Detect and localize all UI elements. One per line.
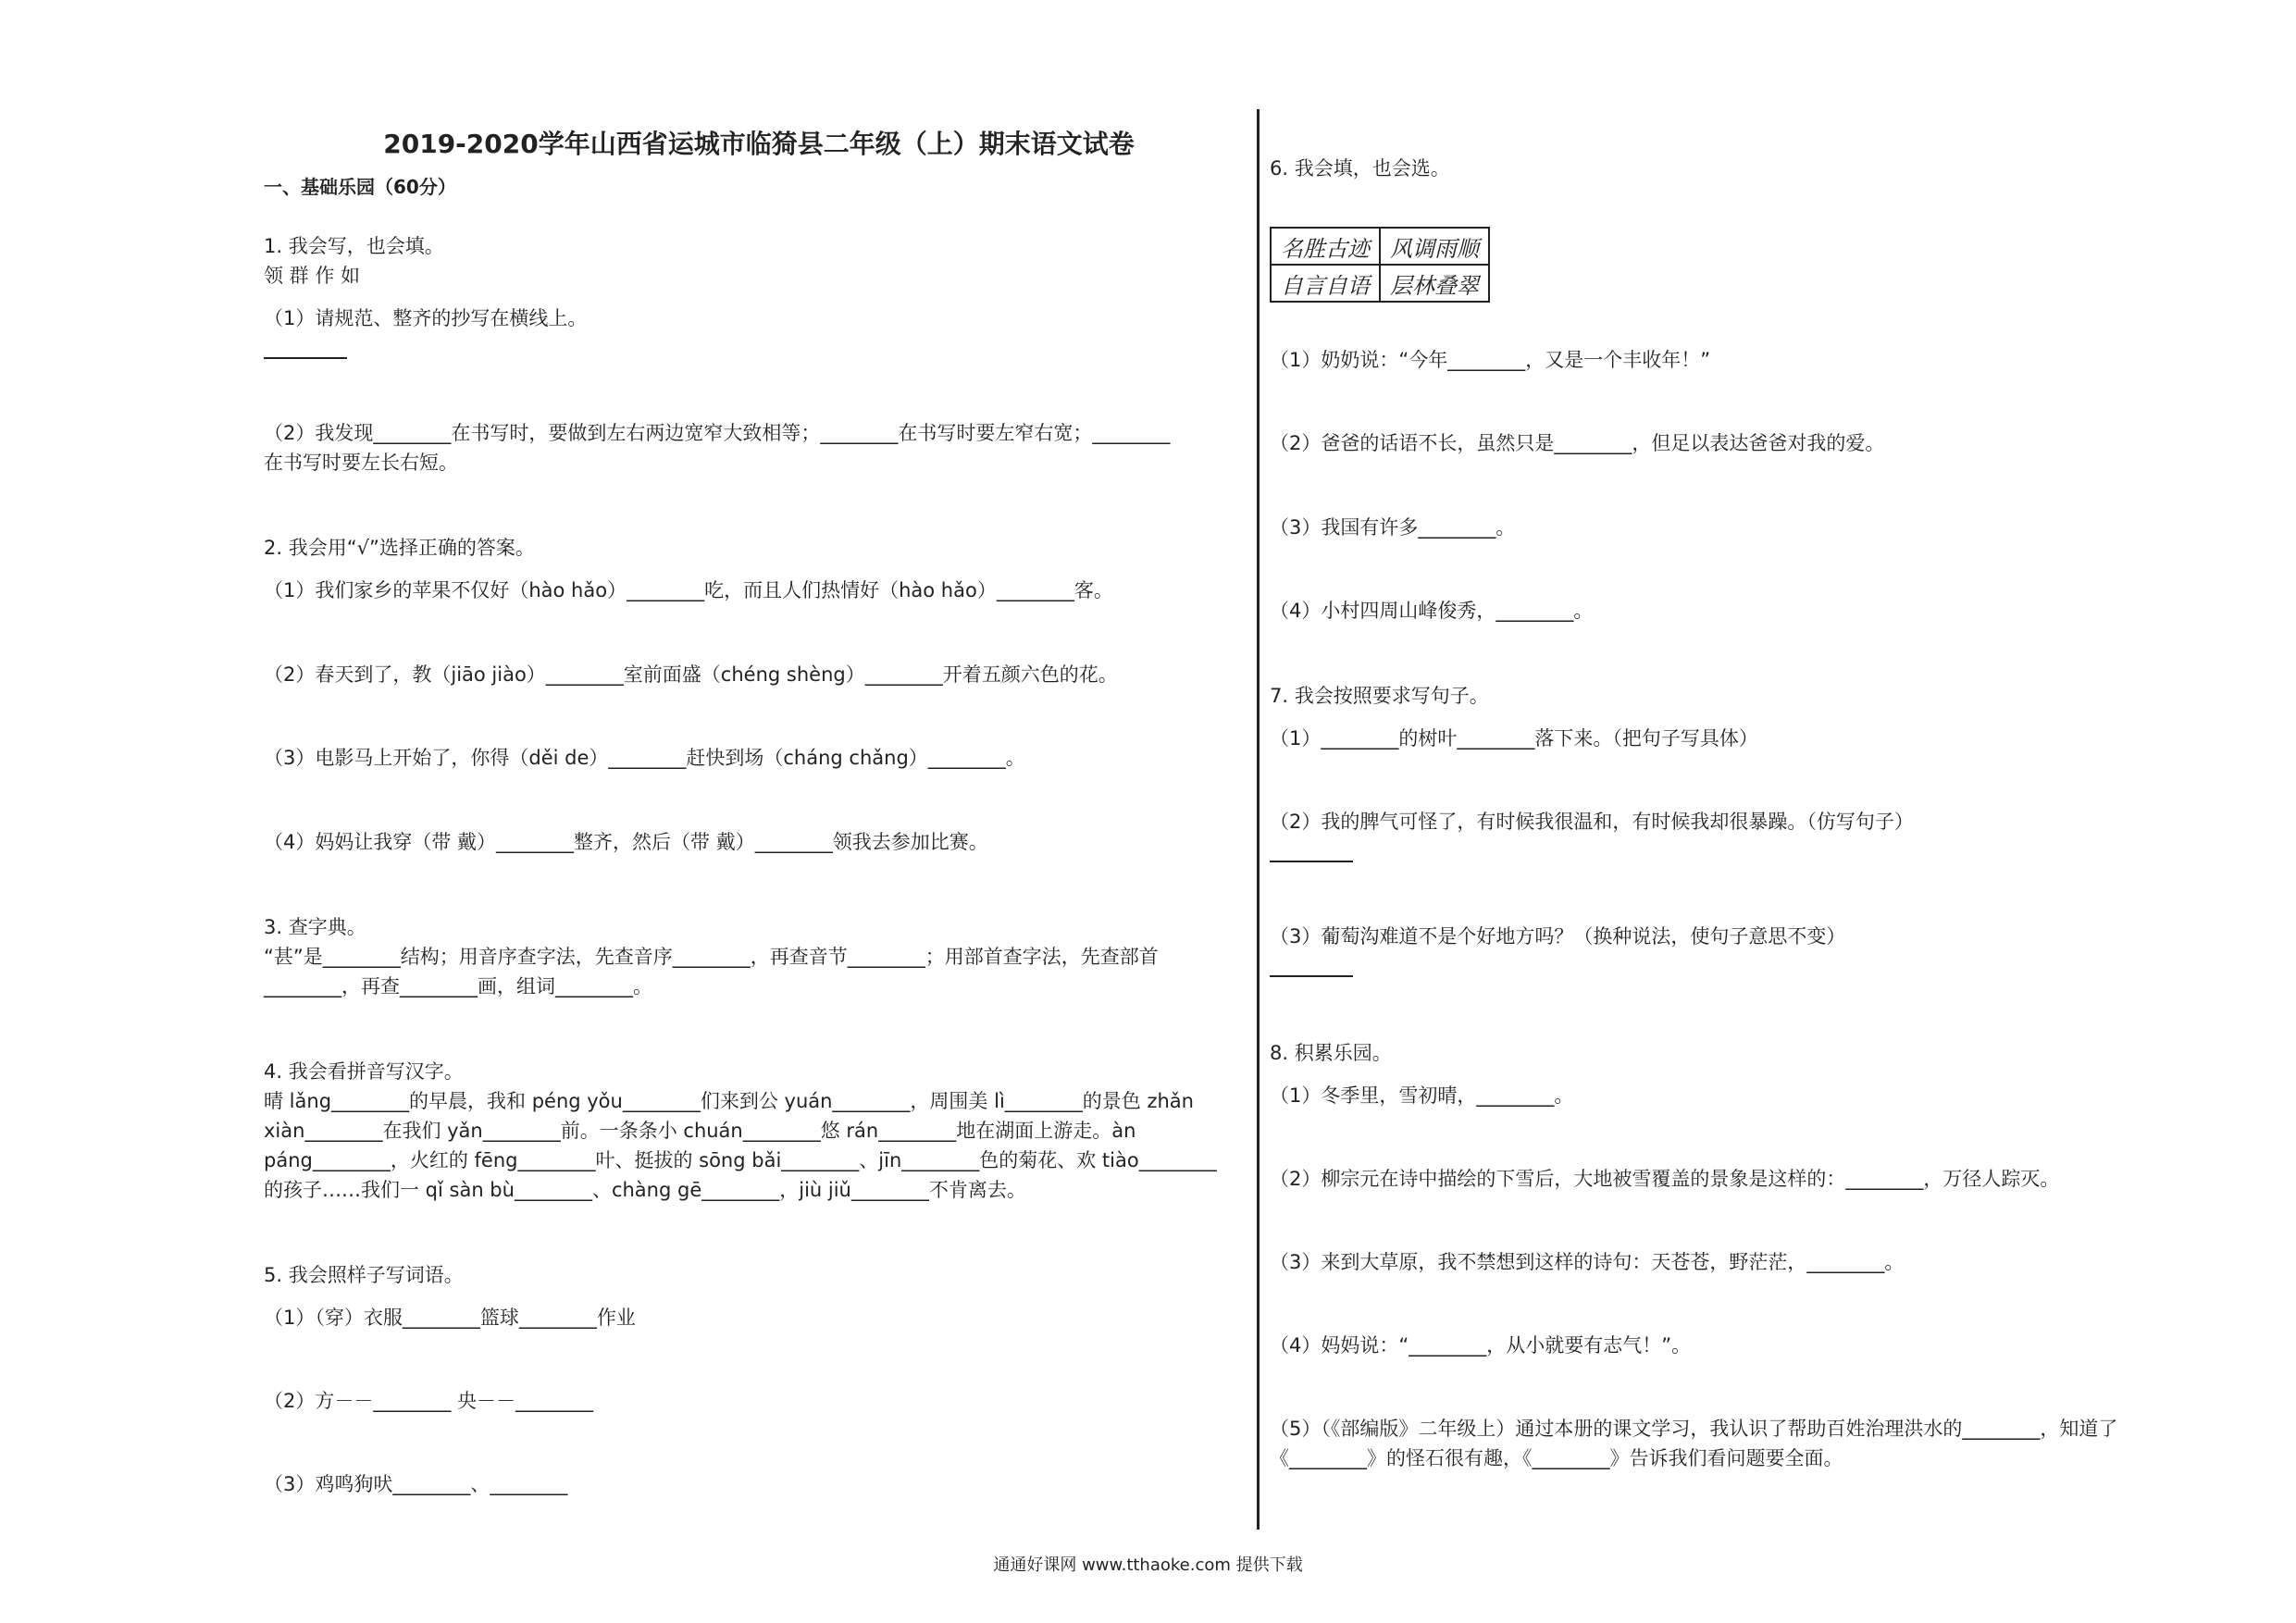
question-5-part-3: （3）鸡鸣狗吠________、________ <box>264 1473 568 1495</box>
question-2-part-2: （2）春天到了，教（jiāo jiào）________室前面盛（chéng shèng）________开着五颜六色的花。 <box>264 663 1118 686</box>
exam-title: 2019-2020学年山西省运城市临猗县二年级（上）期末语文试卷 <box>383 129 1135 159</box>
column-divider <box>1257 109 1260 1530</box>
question-8-part-1: （1）冬季里，雪初晴，________。 <box>1270 1084 1574 1107</box>
question-4-line-3: páng________，火红的 fēng________叶、挺拔的 sōng bǎi________、jīn________色的菊花、欢 tiào________ <box>264 1149 1217 1171</box>
question-2-part-1: （1）我们家乡的苹果不仅好（hào hǎo）________吃，而且人们热情好（hào hǎo）________客。 <box>264 579 1113 601</box>
question-3-line-2: ________，再查________画，组词________。 <box>264 975 652 997</box>
question-8-part-3: （3）来到大草原，我不禁想到这样的诗句：天苍苍，野茫茫，________。 <box>1270 1251 1905 1273</box>
question-2-heading: 2. 我会用“√”选择正确的答案。 <box>264 537 535 559</box>
question-6-part-1: （1）奶奶说：“今年________，又是一个丰收年！” <box>1270 349 1711 371</box>
question-3-heading: 3. 查字典。 <box>264 916 366 938</box>
question-6-part-3: （3）我国有许多________。 <box>1270 516 1516 539</box>
question-2-part-4: （4）妈妈让我穿（带 戴）________整齐，然后（带 戴）________领我去参加比赛。 <box>264 831 988 853</box>
question-8-part-2: （2）柳宗元在诗中描绘的下雪后，大地被雪覆盖的景象是这样的：________，万径人踪灭。 <box>1270 1168 2060 1190</box>
idiom-cell: 风调雨顺 <box>1380 228 1489 265</box>
section-heading: 一、基础乐园（60分） <box>264 176 456 198</box>
question-7-part-2: （2）我的脾气可怪了，有时候我很温和，有时候我却很暴躁。（仿写句子） <box>1270 811 1914 833</box>
footer-credit: 通通好课网 www.tthaoke.com 提供下载 <box>993 1555 1303 1575</box>
question-4-line-1: 晴 lǎng________的早晨，我和 péng yǒu________们来到公 yuán________，周围美 lì________的景色 zhǎn <box>264 1090 1194 1112</box>
question-6-heading: 6. 我会填，也会选。 <box>1270 157 1450 180</box>
question-3-line-1: “甚”是________结构；用音序查字法，先查音序________，再查音节________；用部首查字法，先查部首 <box>264 946 1159 968</box>
idiom-cell: 名胜古迹 <box>1271 228 1380 265</box>
question-5-part-1: （1）（穿）衣服________篮球________作业 <box>264 1307 636 1329</box>
question-2-part-3: （3）电影马上开始了，你得（děi de）________赶快到场（cháng chǎng）________。 <box>264 747 1025 769</box>
question-1-characters: 领 群 作 如 <box>264 265 361 287</box>
question-1-part-2-cont: 在书写时要左长右短。 <box>264 452 458 474</box>
question-1-heading: 1. 我会写，也会填。 <box>264 235 444 257</box>
question-7-heading: 7. 我会按照要求写句子。 <box>1270 685 1489 707</box>
idiom-cell: 层林叠翠 <box>1380 265 1489 302</box>
question-7-part-3: （3）葡萄沟难道不是个好地方吗？（换种说法，使句子意思不变） <box>1270 925 1846 948</box>
idiom-cell: 自言自语 <box>1271 265 1380 302</box>
question-1-part-2: （2）我发现________在书写时，要做到左右两边宽窄大致相等；________在书写时要左窄右宽；________ <box>264 422 1171 444</box>
question-7-part-1: （1）________的树叶________落下来。（把句子写具体） <box>1270 727 1758 750</box>
question-6-part-4: （4）小村四周山峰俊秀，________。 <box>1270 600 1594 622</box>
question-4-line-4: 的孩子……我们一 qǐ sàn bù________、chàng gē________，jiù jiǔ________不肯离去。 <box>264 1179 1026 1201</box>
question-6-part-2: （2）爸爸的话语不长，虽然只是________，但足以表达爸爸对我的爱。 <box>1270 432 1885 454</box>
answer-blank-line <box>1270 975 1353 977</box>
question-8-part-5: （5）（《部编版》二年级上）通过本册的课文学习，我认识了帮助百姓治理洪水的________，知道了 <box>1270 1418 2118 1440</box>
question-5-part-2: （2）方－－________ 央－－________ <box>264 1390 594 1412</box>
answer-blank-line <box>1270 861 1353 862</box>
idiom-table <box>1270 227 1490 303</box>
question-8-part-5-cont: 《________》的怪石很有趣，《________》告诉我们看问题要全面。 <box>1270 1447 1843 1469</box>
question-4-heading: 4. 我会看拼音写汉字。 <box>264 1060 464 1083</box>
question-4-line-2: xiàn________在我们 yǎn________前。一条条小 chuán________悠 rán________地在湖面上游走。àn <box>264 1120 1136 1142</box>
question-8-heading: 8. 积累乐园。 <box>1270 1042 1392 1064</box>
question-1-part-1: （1）请规范、整齐的抄写在横线上。 <box>264 307 588 329</box>
question-5-heading: 5. 我会照样子写词语。 <box>264 1264 464 1286</box>
answer-blank-line <box>264 357 347 359</box>
question-8-part-4: （4）妈妈说：“________，从小就要有志气！”。 <box>1270 1334 1692 1357</box>
